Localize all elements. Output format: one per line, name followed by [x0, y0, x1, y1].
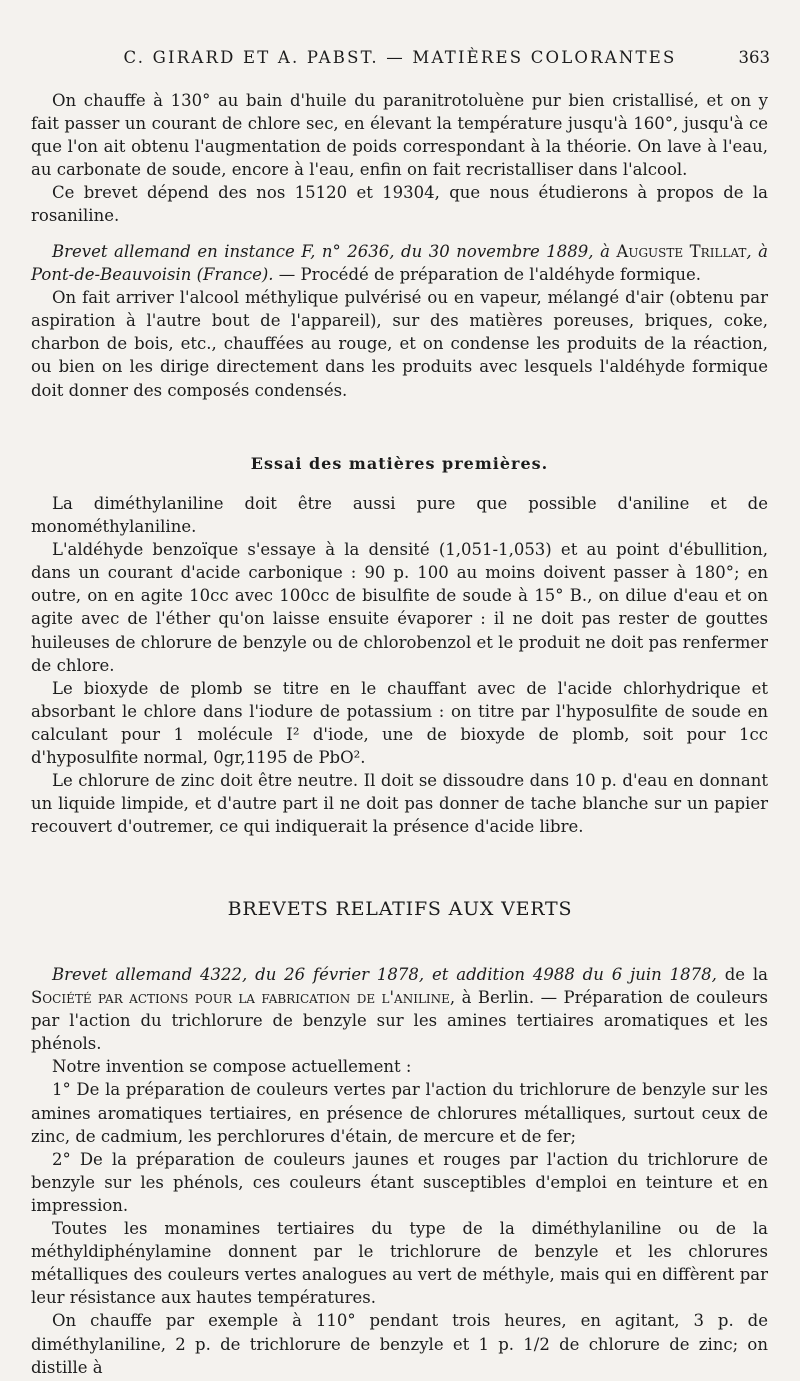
paragraph-3: On fait arriver l'alcool méthylique pulvérisé ou en vapeur, mélangé d'air (obtenu par aspiration à l'autre bout de l'appareil), sur des matières poreuses, briques, coke, charbon de bois, etc., chauffées au rouge, et on condense les produits de la réaction, ou bien on les dirige directement dans les produits avec lesquels l'aldéhyde formique doit donner des composés condensés. — [31, 288, 768, 400]
paragraph-1: On chauffe à 130° au bain d'huile du paranitrotoluène pur bien cristallisé, et on y fait passer un courant de chlore sec, en élevant la température jusqu'à 160°, jusqu'à ce que l'on ait obtenu l'augmentation de poids correspondant à la théorie. On lave à l'eau, au carbonate de soude, encore à l'eau, enfin on fait recristalliser dans l'alcool. — [31, 91, 768, 180]
paragraph-9: 1° De la préparation de couleurs vertes par l'action du trichlorure de benzyle sur les amines aromatiques tertiaires, en présence de chlorures métalliques, surtout ceux de zinc, de cadmium, les perchlorures d'étain, de mercure et de fer; — [31, 1080, 768, 1146]
paragraph-7: Le chlorure de zinc doit être neutre. Il doit se dissoudre dans 10 p. d'eau en donnant un liquide limpide, et d'autre part il ne doit pas donner de tache blanche sur un papier recouvert d'outremer, ce qui indiquerait la présence d'acide libre. — [31, 771, 768, 837]
paragraph-6: Le bioxyde de plomb se titre en le chauffant avec de l'acide chlorhydrique et absorbant le chlore dans l'iodure de potassium : on titre par l'hyposulfite de soude en calculant pour 1 molécule I² d'iode, une de bioxyde de plomb, soit pour 1cc d'hyposulfite normal, 0gr,1195 de PbO². — [31, 678, 768, 768]
page-header — [0, 48, 800, 74]
section-title: BREVETS RELATIFS AUX VERTS — [227, 898, 573, 920]
subheading-essai: Essai des matières premières. — [250, 454, 549, 473]
patent-aniline-heading — [31, 963, 768, 1055]
patent-trillat-heading — [31, 240, 768, 286]
paragraph-8: Notre invention se compose actuellement : — [52, 1057, 412, 1077]
patent-aniline-company: Société par actions pour la fabrication de l'aniline — [31, 988, 450, 1008]
patent-entry-trillat — [31, 240, 768, 402]
text-block-verts — [31, 963, 768, 1379]
paragraph-12: On chauffe par exemple à 110° pendant trois heures, en agitant, 3 p. de diméthylaniline, 2 p. de trichlorure de benzyle et 1 p. 1/2 de chlorure de zinc; on distille à — [31, 1311, 768, 1377]
text-block-essai — [31, 492, 768, 838]
paragraph-5: L'aldéhyde benzoïque s'essaye à la densité (1,051-1,053) et au point d'ébullition, dans un courant d'acide carbonique : 90 p. 100 au moins doivent passer à 180°; en outre, on en agite 10cc avec 100cc de bisulfite de soude à 15° B., on dilue d'eau et on agite avec de l'éther qu'on laisse ensuite évaporer : il ne doit pas rester de gouttes huileuses de chlorure de benzyle ou de chlorobenzol et le produit ne doit pas renfermer de chlore. — [31, 540, 768, 675]
running-head: C. GIRARD ET A. PABST. — MATIÈRES COLORANTES — [123, 48, 677, 67]
paragraph-4: La diméthylaniline doit être aussi pure que possible d'aniline et de monométhylaniline. — [31, 494, 768, 537]
patent-aniline-lead: Brevet allemand 4322, du 26 février 1878, et addition 4988 du 6 juin 1878, — [52, 965, 717, 984]
patent-aniline-mid: de la — [716, 965, 768, 984]
text-block-top — [31, 89, 768, 228]
paragraph-2: Ce brevet dépend des nos 15120 et 19304, que nous étudierons à propos de la rosaniline. — [31, 183, 768, 226]
paragraph-11: Toutes les monamines tertiaires du type de la diméthylaniline ou de la méthyldiphénylamine donnent par le trichlorure de benzyle et les chlorures métalliques des couleurs vertes analogues au vert de méthyle, mais qui en diffèrent par leur résistance aux hautes températures. — [31, 1219, 768, 1308]
patent-aniline-title: , à Berlin. — Préparation de couleurs par l'action du trichlorure de benzyle sur les amines tertiaires aromatiques et les phénols. — [31, 988, 768, 1054]
page-number: 363 — [738, 48, 770, 67]
patent-trillat-lead: Brevet allemand en instance F, n° 2636, du 30 novembre 1889, à — [52, 242, 617, 261]
patent-trillat-author: Auguste Trillat — [616, 242, 747, 261]
patent-trillat-place: , à Pont-de-Beauvoisin (France). — [31, 242, 768, 285]
patent-trillat-title: — Procédé de préparation de l'aldéhyde formique. — [273, 265, 702, 285]
paragraph-10: 2° De la préparation de couleurs jaunes et rouges par l'action du trichlorure de benzyle sur les phénols, ces couleurs étant susceptibles d'emploi en teinture et en impression. — [31, 1149, 768, 1215]
